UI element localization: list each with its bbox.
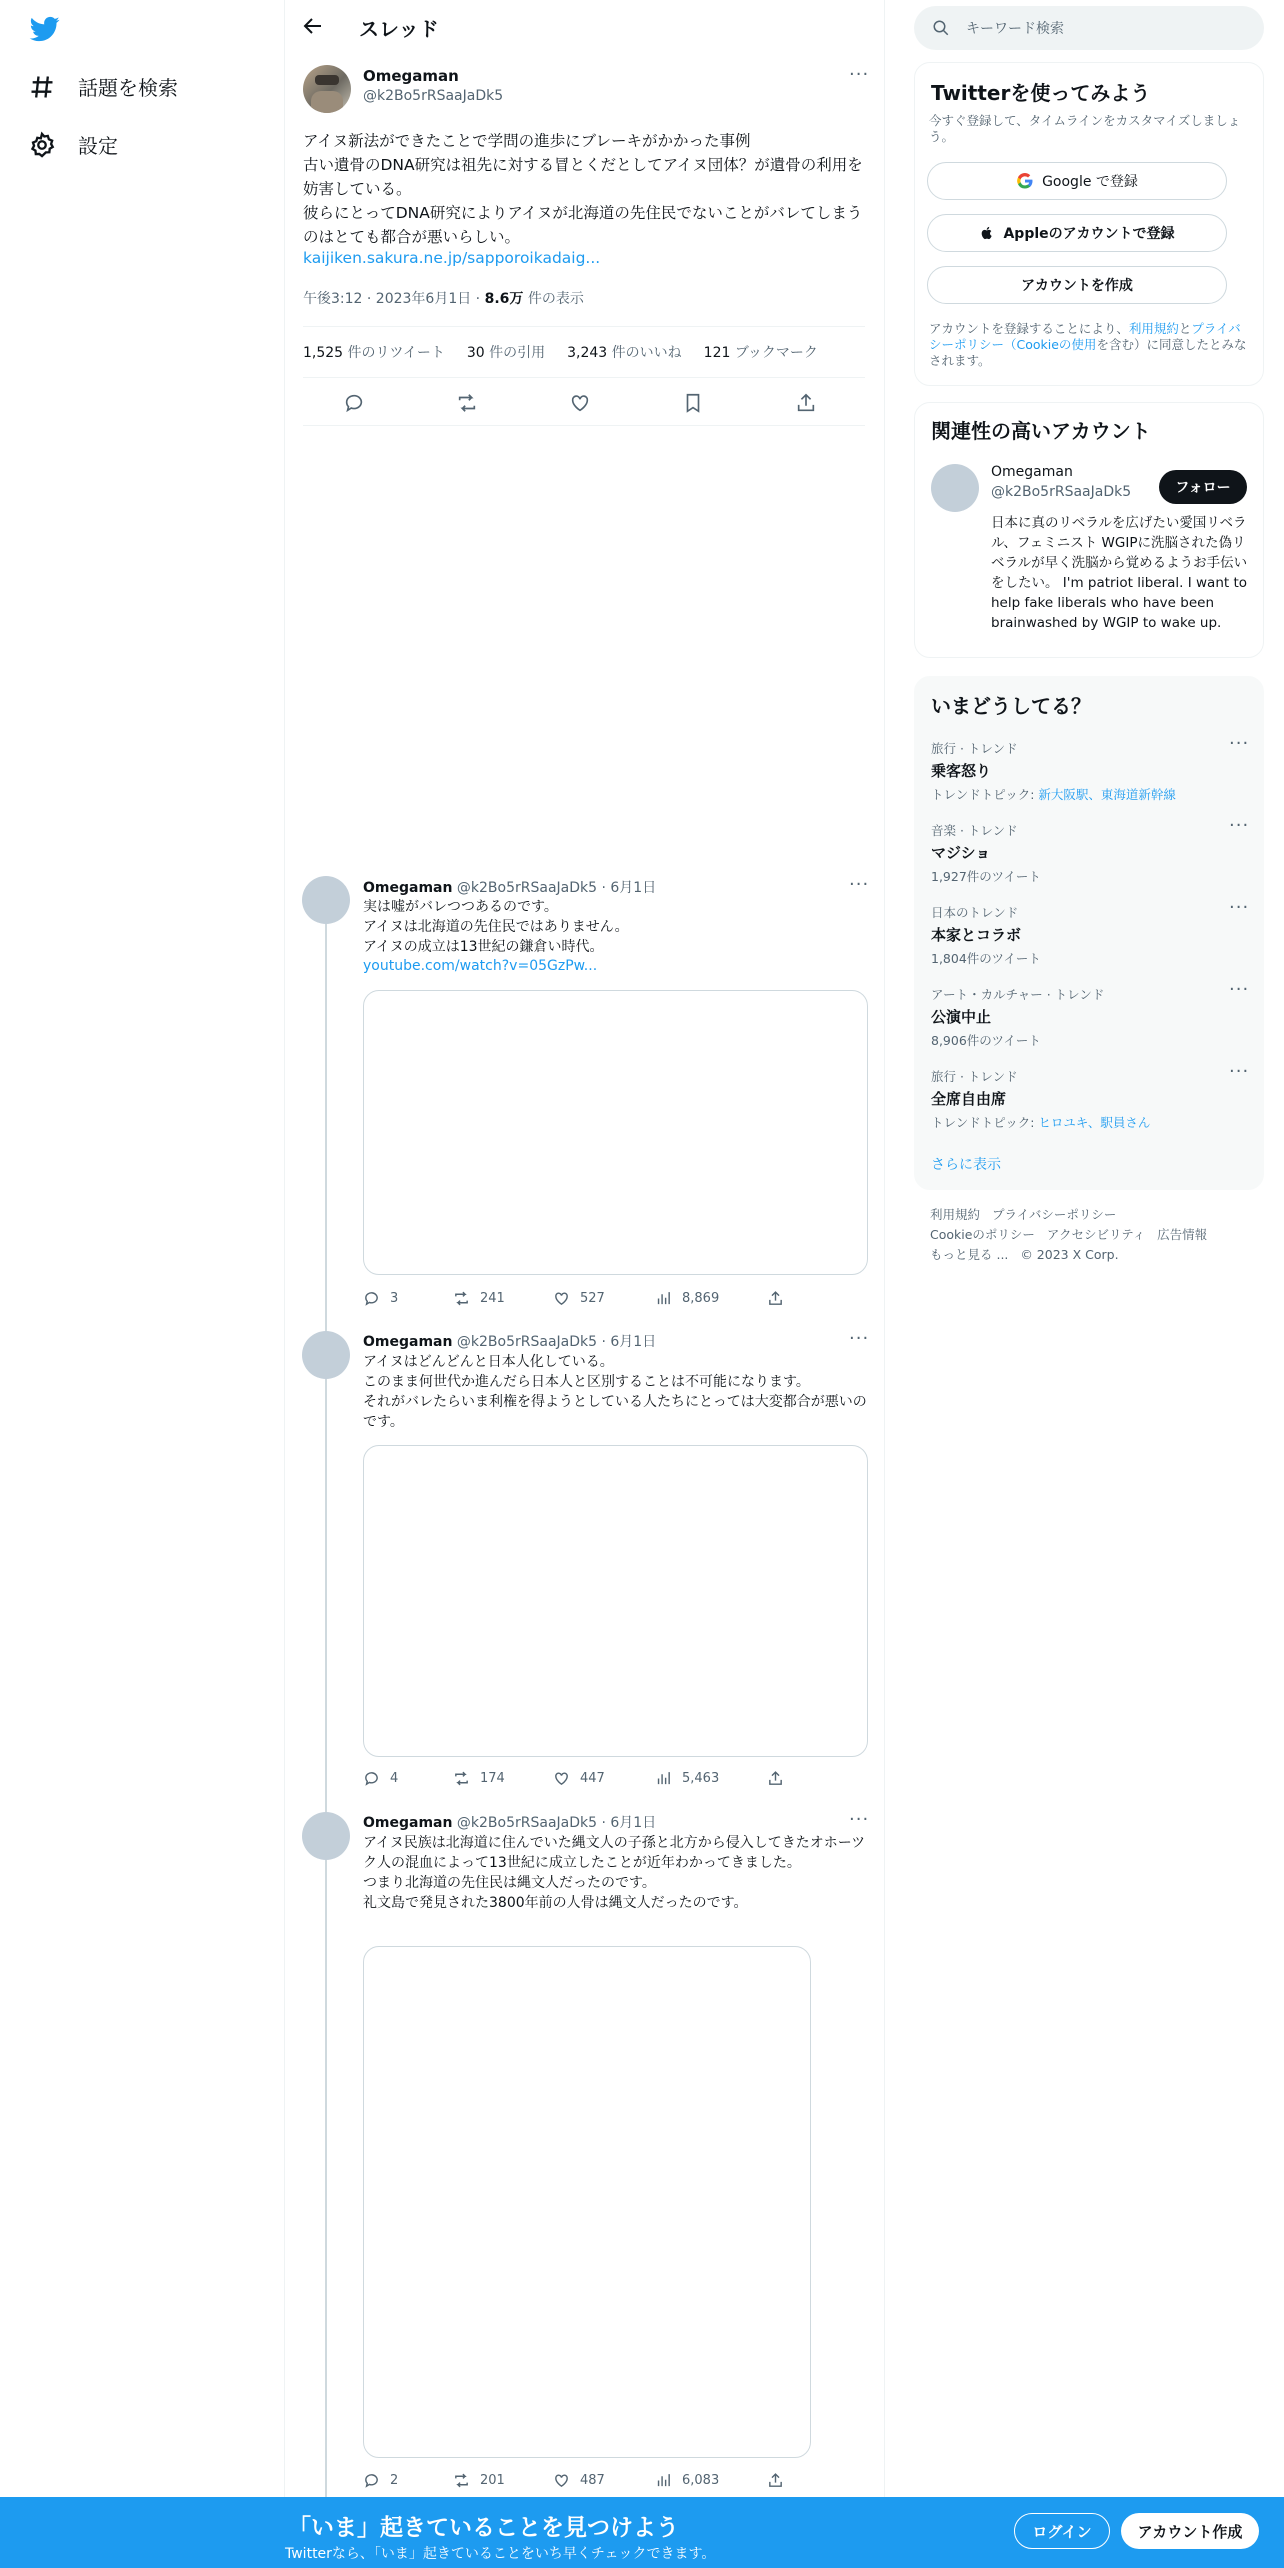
more-options-icon[interactable]: ··· [1229,979,1250,1000]
apple-signup-button[interactable] [927,214,1227,252]
views-label: 件の表示 [523,291,584,307]
share-icon [767,2472,784,2489]
related-title: 関連性の高いアカウント [931,419,1151,443]
search-icon [932,19,950,37]
hashtag-icon [28,73,56,101]
likes-count: 3,243 [567,345,608,361]
reply-author-name[interactable]: Omegaman [363,880,453,896]
trend-category: 音楽 · トレンド [931,823,1018,838]
like-button[interactable] [553,2472,605,2489]
twitter-logo-icon[interactable] [28,14,62,44]
terms-and: と [1178,321,1192,336]
reply-action-bar [363,2470,868,2490]
retweet-count: 241 [480,1290,505,1306]
share-button[interactable] [767,1770,784,1787]
reply-button[interactable] [363,1290,398,1307]
nav-settings[interactable] [28,130,118,159]
retweet-count: 201 [480,2472,505,2488]
retweet-icon[interactable] [456,392,478,414]
trends-title: いまどうしてる？ [931,694,1091,718]
like-icon [553,1290,570,1307]
trend-topic-prefix: トレンドトピック: [931,787,1039,802]
like-icon [553,1770,570,1787]
page-title: スレッド [359,17,439,41]
thread-column [284,0,885,2500]
nav-explore[interactable] [28,72,178,101]
signup-title: Twitterを使ってみよう [931,81,1151,105]
retweet-icon [453,1770,470,1787]
login-label: ログイン [1032,2522,1092,2541]
reply-text: 実は嘘がバレつつあるのです。 アイヌは北海道の先住民ではありません。 アイヌの成立は13世紀の鎌倉い時代。 [363,899,629,955]
trend-category: 旅行 · トレンド [931,741,1018,756]
google-signup-button[interactable] [927,162,1227,200]
related-bio: 日本に真のリベラルを広げたい愛国リベラル、フェミニスト WGIPに洗脳された偽リベラルが早く洗脳から覚めるようお手伝いをしたい。 I'm patriot liberal. I want to help fake liberals who have been brainwashed by WGIP to wake up. [991,515,1248,631]
trend-name: 本家とコラボ [931,926,1022,944]
reply-header [363,1331,656,1351]
view-count: 6,083 [682,2472,720,2488]
reply-author-name[interactable]: Omegaman [363,1334,453,1350]
trend-category: 日本のトレンド [931,905,1019,920]
create-account-button[interactable] [927,266,1227,304]
main-tweet-actions [303,380,865,426]
engagement-stats [303,326,865,378]
bar-chart-icon [655,1290,672,1307]
like-button[interactable] [553,1770,605,1787]
signup-subtitle: 今すぐ登録して、タイムラインをカスタマイズしましょう。 [929,113,1241,144]
retweet-button[interactable] [453,1290,505,1307]
follow-label: フォロー [1175,480,1231,496]
google-signup-label: Google で登録 [1042,174,1138,190]
terms-notice [929,321,1249,369]
main-tweet-meta [303,288,584,308]
retweet-icon [453,1290,470,1307]
main-tweet-link[interactable]: kaijiken.sakura.ne.jp/sapporoikadaig... [303,249,601,267]
footer-privacy-link[interactable]: プライバシーポリシー [991,1207,1117,1222]
bookmarks-stat[interactable] [704,342,818,362]
nav-settings-label: 設定 [78,134,118,158]
search-placeholder: キーワード検索 [966,21,1064,37]
retweet-icon [453,2472,470,2489]
retweets-count: 1,525 [303,345,344,361]
views-button[interactable] [655,1770,719,1787]
share-icon [767,1770,784,1787]
like-count: 487 [580,2472,605,2488]
thread-header [285,0,885,53]
more-options-icon[interactable]: ··· [1229,897,1250,918]
terms-link[interactable]: 利用規約 [1128,321,1179,336]
reply-link[interactable]: youtube.com/watch?v=05GzPw... [363,958,598,974]
terms-suffix: を含む）に同意したとみなされます。 [929,337,1247,368]
reply-avatar[interactable] [302,1812,350,1860]
like-icon [553,2472,570,2489]
apple-signup-label: Appleのアカウントで登録 [1003,226,1175,242]
quotes-stat[interactable] [467,342,545,362]
related-accounts-card [914,402,1264,658]
trend-name: 公演中止 [931,1008,992,1026]
trend-tweet-count: 1,804件のツイート [931,951,1041,966]
more-options-icon[interactable]: ··· [849,64,870,85]
author-name: Omegaman [363,67,459,85]
share-icon [767,1290,784,1307]
reply-icon[interactable] [343,392,365,414]
trend-tweet-count: 1,927件のツイート [931,869,1041,884]
show-more-link[interactable]: さらに表示 [931,1157,1001,1173]
reply-avatar[interactable] [302,1331,350,1379]
footer-links [930,1205,1207,1265]
reply-icon [363,1770,380,1787]
main-tweet-text: アイヌ新法ができたことで学問の進歩にブレーキがかかった事例 古い遺骨のDNA研究は祖先に対する冒とくだとしてアイヌ団体？が遺骨の利用を妨害している。 彼らにとってDNA研究によりアイヌが北海道の先住民でないことがバレてしまうのはとても都合が悪いらしい。 [303,132,863,246]
views-button[interactable] [655,1290,719,1307]
bookmarks-label: ブックマーク [730,345,818,361]
reply-header [363,1812,656,1832]
trend-category: 旅行 · トレンド [931,1069,1018,1084]
retweet-button[interactable] [453,1770,505,1787]
reply-button[interactable] [363,1770,398,1787]
trend-topic-links[interactable]: ヒロユキ、駅員さん [1038,1115,1151,1130]
reply-date[interactable]: · 6月1日 [601,880,657,896]
tweet-time[interactable]: 午後3:12 · 2023年6月1日 · [303,291,485,307]
views-button[interactable] [655,2472,719,2489]
signup-card [914,62,1264,386]
login-button[interactable] [1014,2513,1110,2549]
more-options-icon[interactable]: ··· [849,874,870,895]
footer-accessibility-link[interactable]: アクセシビリティ [1046,1227,1146,1242]
main-tweet-author[interactable] [363,67,503,104]
retweet-button[interactable] [453,2472,505,2489]
share-icon[interactable] [795,392,817,414]
thread-connector [325,924,327,2500]
share-button[interactable] [767,2472,784,2489]
nav-explore-label: 話題を検索 [78,76,178,100]
signup-banner [0,2497,1284,2568]
banner-subtitle: Twitterなら、「いま」起きていることをいち早くチェックできます。 [285,2546,716,2562]
reply-date[interactable]: · 6月1日 [601,1815,657,1831]
create-account-label: アカウントを作成 [1021,278,1133,294]
footer-ads-link[interactable]: 広告情報 [1157,1227,1208,1242]
left-nav [0,0,284,2568]
reply-author-handle[interactable]: @k2Bo5rRSaaJaDk5 [456,880,598,896]
trend-sub [931,785,1249,803]
trend-tweet-count: 8,906件のツイート [931,1033,1041,1048]
reply-count: 2 [390,2472,399,2488]
view-count: 5,463 [682,1770,720,1786]
view-count: 8,869 [682,1290,720,1306]
footer-copyright: © 2023 X Corp. [1020,1247,1119,1262]
related-account-info[interactable] [991,464,1131,500]
like-count: 447 [580,1770,605,1786]
trend-category: アート・カルチャー · トレンド [931,987,1105,1002]
privacy-link[interactable]: プライバシーポリシー（Cookieの使用 [929,321,1241,352]
terms-prefix: アカウントを登録することにより、 [929,321,1129,336]
trend-item[interactable] [931,979,1250,1049]
signup-button[interactable] [1121,2513,1259,2549]
more-options-icon[interactable]: ··· [849,1328,870,1349]
retweets-label: 件のリツイート [343,345,445,361]
views-count: 8.6万 [484,291,524,307]
trends-card [914,676,1264,1190]
trend-name: 全席自由席 [931,1090,1007,1108]
reply-header [363,877,656,897]
trend-topic-prefix: トレンドトピック: [931,1115,1039,1130]
like-button[interactable] [553,1290,605,1307]
apple-icon [979,225,995,241]
banner-title: 「いま」起きていることを見つけよう [288,2515,679,2541]
trend-item[interactable] [931,897,1250,967]
trend-sub [931,1113,1249,1131]
reply-author-handle[interactable]: @k2Bo5rRSaaJaDk5 [456,1815,598,1831]
more-options-icon[interactable]: ··· [1229,815,1250,836]
likes-label: 件のいいね [607,345,682,361]
retweet-count: 174 [480,1770,505,1786]
trend-item[interactable] [931,733,1250,803]
retweets-stat[interactable] [303,342,445,362]
reply-media-card[interactable] [363,1445,868,1757]
back-arrow-icon[interactable] [301,14,325,38]
related-name: Omegaman [991,464,1073,480]
signup-label: アカウント作成 [1137,2522,1243,2541]
trend-topic-links[interactable]: 新大阪駅、東海道新幹線 [1038,787,1176,802]
reply-author-name[interactable]: Omegaman [363,1815,453,1831]
reply-date[interactable]: · 6月1日 [601,1334,657,1350]
related-handle: @k2Bo5rRSaaJaDk5 [991,484,1132,500]
likes-stat[interactable] [567,342,682,362]
reply-author-handle[interactable]: @k2Bo5rRSaaJaDk5 [456,1334,598,1350]
reply-action-bar [363,1288,868,1308]
reply-avatar[interactable] [302,876,350,924]
like-icon[interactable] [569,392,591,414]
trend-name: 乗客怒り [931,762,992,780]
bar-chart-icon [655,2472,672,2489]
like-count: 527 [580,1290,605,1306]
more-options-icon[interactable]: ··· [1229,1061,1250,1082]
trend-name: マジショ [931,844,991,862]
google-icon [1016,172,1034,190]
reply-button[interactable] [363,2472,398,2489]
reply-text: アイヌ民族は北海道に住んでいた縄文人の子孫と北方から侵入してきたオホーツク人の混血によって13世紀に成立したことが近年わかってきました。 つまり北海道の先住民は縄文人だったのです。 礼文島で発見された3800年前の人骨は縄文人だったのです。 [363,1835,866,1911]
reply-media-card[interactable] [363,990,868,1275]
bar-chart-icon [655,1770,672,1787]
quotes-count: 30 [466,345,485,361]
reply-count: 3 [390,1290,399,1306]
reply-icon [363,2472,380,2489]
reply-text: アイヌはどんどんと日本人化している。 このまま何世代か進んだら日本人と区別することは不可能になります。 それがバレたらいま利権を得ようとしている人たちにとっては大変都合が悪いのです。 [363,1354,867,1430]
related-avatar[interactable] [931,464,979,512]
share-button[interactable] [767,1290,784,1307]
reply-media-card[interactable] [363,1946,811,2458]
avatar[interactable] [303,65,351,113]
reply-action-bar [363,1768,868,1788]
search-input[interactable] [914,6,1264,50]
footer-cookie-link[interactable]: Cookieのポリシー [930,1227,1035,1242]
more-options-icon[interactable]: ··· [849,1809,870,1830]
author-handle: @k2Bo5rRSaaJaDk5 [363,88,504,104]
more-options-icon[interactable]: ··· [1229,733,1250,754]
bookmarks-count: 121 [703,345,731,361]
trend-item[interactable] [931,815,1250,885]
bookmark-icon[interactable] [682,392,704,414]
follow-button[interactable] [1159,470,1247,504]
trend-item[interactable] [931,1061,1250,1131]
footer-terms-link[interactable]: 利用規約 [930,1207,981,1222]
footer-more-link[interactable]: もっと見る ... [930,1247,1009,1262]
reply-count: 4 [390,1770,399,1786]
reply-icon [363,1290,380,1307]
gear-icon [28,131,56,159]
quotes-label: 件の引用 [484,345,546,361]
